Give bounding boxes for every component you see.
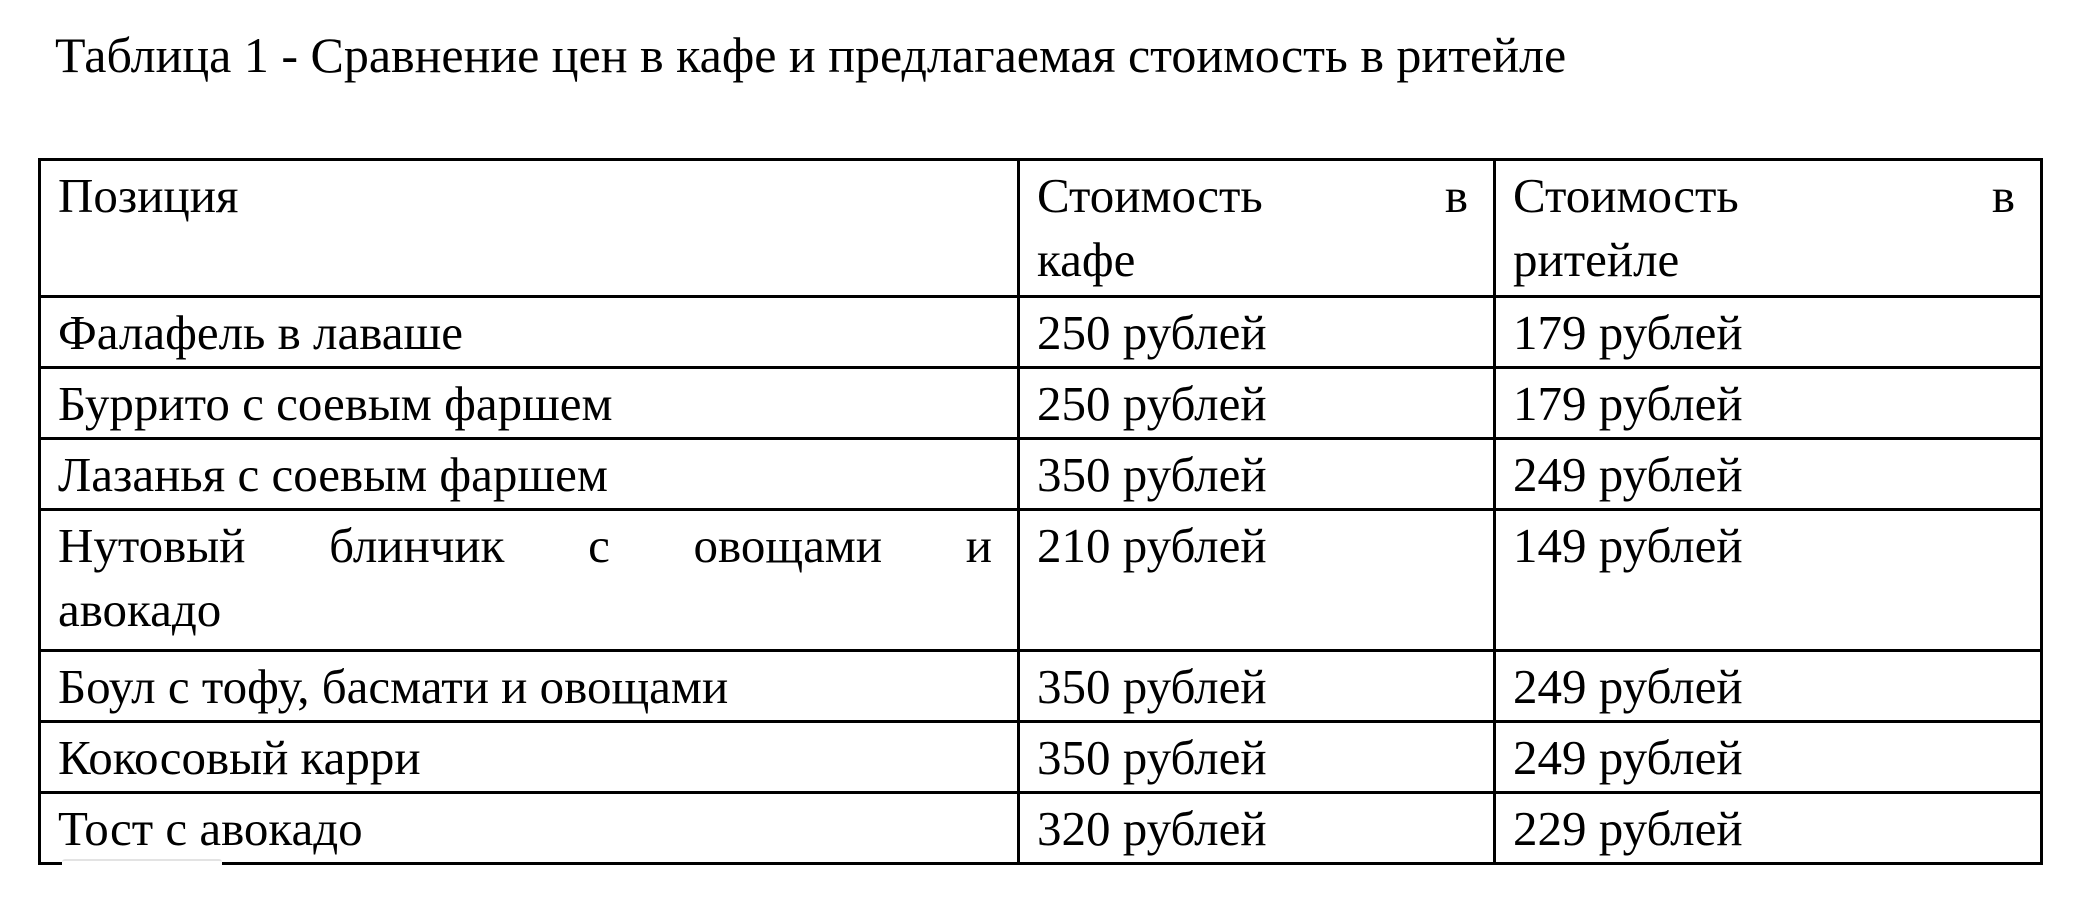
header-cafe-line2: кафе — [1037, 232, 1136, 287]
retail-price-cell: 249 рублей — [1495, 722, 2042, 793]
cafe-price-cell: 350 рублей — [1019, 439, 1495, 510]
item-name-cell — [40, 510, 1019, 651]
header-retail-line2: ритейле — [1513, 232, 1680, 287]
header-cafe-line1: Стоимость в — [1037, 168, 1468, 223]
scan-artifact-notch — [62, 859, 222, 878]
header-retail-line1: Стоимость в — [1513, 168, 2015, 223]
header-cell-cafe-price — [1019, 160, 1495, 297]
table-row — [40, 722, 2042, 793]
header-cell-retail-price — [1495, 160, 2042, 297]
retail-price-cell: 229 рублей — [1495, 793, 2042, 864]
item-name-cell: Кокосовый карри — [40, 722, 1019, 793]
retail-price-cell: 149 рублей — [1495, 510, 2042, 651]
price-comparison-table — [38, 158, 2043, 865]
item-name-cell: Лазанья с соевым фаршем — [40, 439, 1019, 510]
cafe-price-cell: 350 рублей — [1019, 722, 1495, 793]
table-row — [40, 793, 2042, 864]
cafe-price-cell: 320 рублей — [1019, 793, 1495, 864]
header-cell-position — [40, 160, 1019, 297]
table-row — [40, 439, 2042, 510]
table-row — [40, 510, 2042, 651]
item-name-cell: Фалафель в лаваше — [40, 297, 1019, 368]
table-row — [40, 368, 2042, 439]
retail-price-cell: 249 рублей — [1495, 439, 2042, 510]
cafe-price-cell: 250 рублей — [1019, 297, 1495, 368]
table-row — [40, 651, 2042, 722]
item-name-line2: авокадо — [58, 582, 222, 637]
retail-price-cell: 179 рублей — [1495, 297, 2042, 368]
table-row — [40, 297, 2042, 368]
retail-price-cell: 249 рублей — [1495, 651, 2042, 722]
cafe-price-cell: 250 рублей — [1019, 368, 1495, 439]
item-name-cell: Буррито с соевым фаршем — [40, 368, 1019, 439]
cafe-price-cell: 350 рублей — [1019, 651, 1495, 722]
item-name-line1: Нутовый блинчик с овощами и — [58, 518, 992, 573]
item-name-cell: Боул с тофу, басмати и овощами — [40, 651, 1019, 722]
table-header-row — [40, 160, 2042, 297]
table-caption: Таблица 1 - Сравнение цен в кафе и предлагаемая стоимость в ритейле — [55, 27, 1567, 83]
header-position-label: Позиция — [58, 168, 239, 223]
item-name-cell: Тост с авокадо — [40, 793, 1019, 864]
cafe-price-cell: 210 рублей — [1019, 510, 1495, 651]
retail-price-cell: 179 рублей — [1495, 368, 2042, 439]
